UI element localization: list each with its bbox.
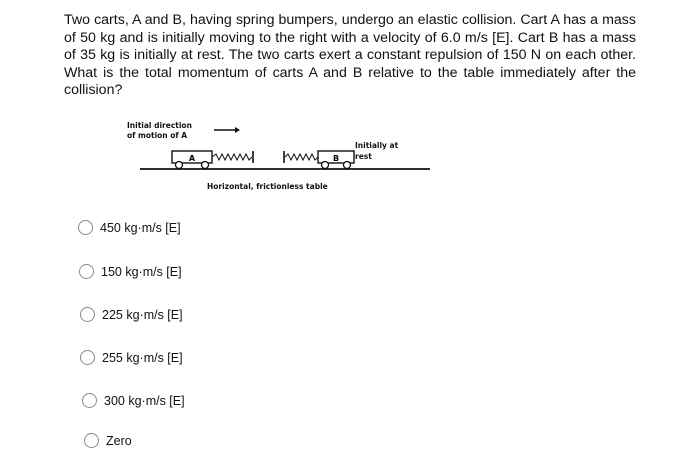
option-6[interactable] xyxy=(84,433,132,448)
option-5[interactable] xyxy=(82,393,185,408)
option-4[interactable] xyxy=(80,350,183,365)
direction-label-line2: of motion of A xyxy=(127,131,188,140)
cart-a-label: A xyxy=(188,154,196,163)
radio-button-icon[interactable] xyxy=(80,307,95,322)
cart-a-spring xyxy=(212,154,252,160)
radio-button-icon[interactable] xyxy=(82,393,97,408)
option-label: 150 kg·m/s [E] xyxy=(101,264,182,279)
cart-b-spring xyxy=(285,154,318,160)
option-2[interactable] xyxy=(79,264,182,279)
cart-b-label: B xyxy=(332,154,340,163)
cart-a-wheel-left xyxy=(176,162,183,169)
radio-button-icon[interactable] xyxy=(80,350,95,365)
option-1[interactable] xyxy=(78,220,181,235)
rest-label-line1: Initially at xyxy=(355,141,399,150)
cart-a-wheel-right xyxy=(202,162,209,169)
table-label: Horizontal, frictionless table xyxy=(207,182,328,191)
question-text: Two carts, A and B, having spring bumpers, undergo an elastic collision. Cart A has a mass of 50 kg and is initially moving to the right with a velocity of 6.0 m/s [E]. Cart B has a mass of 35 kg is initially at rest. The two carts exert a constant repulsion of 150 N on each other. What is the total momentum of carts A and B relative to the table immediately after the collision? xyxy=(64,12,636,99)
option-3[interactable] xyxy=(80,307,183,322)
option-label: 450 kg·m/s [E] xyxy=(100,220,181,235)
direction-arrow-head xyxy=(235,127,240,133)
radio-button-icon[interactable] xyxy=(79,264,94,279)
option-label: 300 kg·m/s [E] xyxy=(104,393,185,408)
radio-button-icon[interactable] xyxy=(84,433,99,448)
cart-b-wheel-left xyxy=(322,162,329,169)
rest-label-line2: rest xyxy=(355,152,372,161)
carts-diagram xyxy=(140,116,440,178)
option-label: Zero xyxy=(106,433,132,448)
direction-label-line1: Initial direction xyxy=(127,121,192,130)
option-label: 225 kg·m/s [E] xyxy=(102,307,183,322)
option-label: 255 kg·m/s [E] xyxy=(102,350,183,365)
cart-b-wheel-right xyxy=(344,162,351,169)
collision-figure xyxy=(127,116,440,196)
radio-button-icon[interactable] xyxy=(78,220,93,235)
